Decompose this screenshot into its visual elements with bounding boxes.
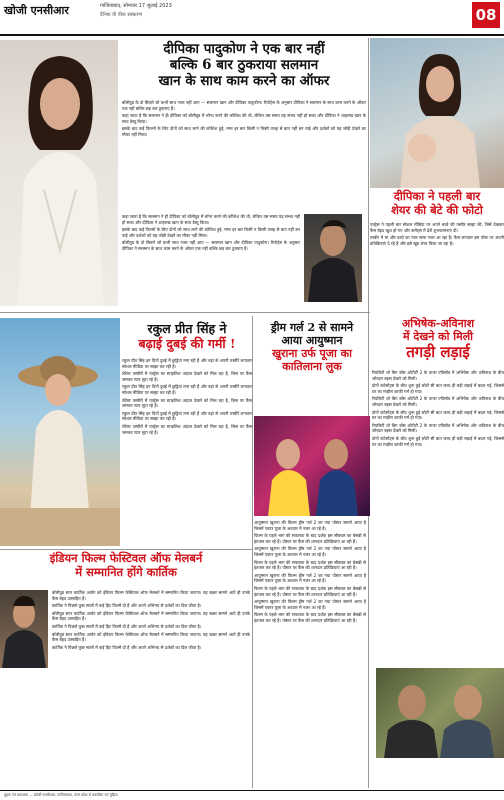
deepika-salman-headline: [122, 42, 366, 90]
headline-line: में सम्मानित होंगे कार्तिक: [75, 564, 177, 579]
paragraph: रकुल प्रीत सिंह इन दिनों दुबई में छुट्टियां मना रही हैं और वहां से अपनी तस्वीरें लगातार सोशल मीडिया पर साझा कर रही हैं।: [122, 358, 252, 369]
two-men-figure-icon: [376, 668, 504, 758]
paragraph: फिल्म के पहले भाग की सफलता के बाद दर्शक इस सीक्वल का बेसब्री से इंतजार कर रहे हैं। पोस्टर पर फैंस की शानदार प्रतिक्रियाएं आ रही हैं।: [254, 585, 366, 597]
paragraph: रियलिटी शो बिग बॉस ओटीटी 2 के ताजा एपिसोड में अभिषेक और अविनाश के बीच जोरदार बहस देखने को मिली।: [372, 370, 504, 381]
column-divider: [368, 38, 369, 788]
paragraph: आयुष्मान खुराना की फिल्म ड्रीम गर्ल 2 का नया पोस्टर सामने आया है जिसमें एक्टर पूजा के अवतार में नजर आ रहे हैं।: [254, 599, 366, 610]
dreamgirl-poster: [254, 416, 370, 516]
paragraph: आयुष्मान खुराना की फिल्म ड्रीम गर्ल 2 का नया पोस्टर सामने आया है जिसमें एक्टर पूजा के अवतार में नजर आ रहे हैं।: [254, 572, 366, 584]
deepika-baby-photo: [370, 38, 504, 188]
paragraph: दोनों कंटेस्टेंट्स के बीच शुरू हुई छोटी सी बात जल्द ही बड़ी लड़ाई में बदल गई, जिससे घर का माहौल काफी गर्म हो गया।: [372, 409, 504, 421]
abhishek-headline: [372, 318, 504, 362]
paragraph: कार्तिक ने पिछले कुछ सालों में कई हिट फिल्में दी हैं और अपने अभिनय से दर्शकों का दिल जीता है।: [52, 603, 202, 609]
paragraph: लेटेस्ट तस्वीरों में एक्ट्रेस का स्टाइलिश अंदाज देखने को मिल रहा है, जिस पर फैंस जमकर प्यार लुटा रहे हैं।: [122, 371, 252, 382]
paragraph: बॉलीवुड के दो सितारे जो कभी साथ नजर नहीं आए — सलमान खान और दीपिका पादुकोण। रिपोर्ट्स के अनुसार दीपिका ने सलमान के साथ काम करने के ऑफर एक नहीं बल्कि छह बार ठुकराए हैं।: [122, 100, 366, 111]
headline-line: में देखने को मिली: [402, 329, 474, 343]
poster-figures-icon: [254, 416, 370, 516]
paragraph: रियलिटी शो बिग बॉस ओटीटी 2 के ताजा एपिसोड में अभिषेक और अविनाश के बीच जोरदार बहस देखने को मिली।: [372, 396, 504, 407]
kartik-figure-icon: [0, 590, 48, 668]
headline-line: खान के साथ काम करने का ऑफर: [158, 72, 330, 89]
headline-line: आया आयुष्मान: [281, 333, 343, 347]
paragraph: रकुल प्रीत सिंह इन दिनों दुबई में छुट्टियां मना रही हैं और वहां से अपनी तस्वीरें लगातार सोशल मीडिया पर साझा कर रही हैं।: [122, 410, 252, 422]
headline-line: दीपिका पादुकोण ने एक बार नहीं: [163, 41, 325, 57]
paragraph: दोनों कंटेस्टेंट्स के बीच शुरू हुई छोटी सी बात जल्द ही बड़ी लड़ाई में बदल गई, जिससे घर का माहौल काफी गर्म हो गया।: [372, 435, 504, 447]
section-label: खोजी एनसीआर: [4, 4, 69, 17]
paragraph: कहा जाता है कि सलमान ने ही दीपिका को बॉलीवुड में लॉन्च करने की कोशिश की थी, लेकिन उस समय यह संभव नहीं हो सका और दीपिका ने शाहरुख खान के साथ डेब्यू किया।: [122, 113, 366, 124]
paragraph: आयुष्मान खुराना की फिल्म ड्रीम गर्ल 2 का नया पोस्टर सामने आया है जिसमें एक्टर पूजा के अवतार में नजर आ रहे हैं।: [254, 520, 366, 531]
headline-line: बढ़ाई दुबई की गर्मी !: [138, 335, 236, 351]
headline-line: बल्कि 6 बार ठुकराया सलमान: [169, 56, 319, 73]
rakul-headline: [122, 322, 252, 352]
paragraph: कार्तिक ने पिछले कुछ सालों में कई हिट फिल्में दी हैं और अपने अभिनय से दर्शकों का दिल जीता है।: [52, 623, 202, 629]
footer-imprint: मुद्रक एवं प्रकाशक — खोजी एनसीआर, गाजियाबाद, उत्तर प्रदेश से प्रकाशित एवं मुद्रित।: [0, 790, 504, 800]
paragraph: इसके बाद कई फिल्मों के लिए दोनों को साथ लाने की कोशिश हुई, मगर हर बार किसी न किसी वजह से बात नहीं बन पाई और दर्शकों को यह जोड़ी देखने का मौका नहीं मिला।: [122, 227, 300, 238]
salman-figure-icon: [304, 214, 362, 302]
paragraph: कार्तिक ने पिछले कुछ सालों में कई हिट फिल्में दी हैं और अपने अभिनय से दर्शकों का दिल जीता है।: [52, 644, 202, 650]
paragraph: लेटेस्ट तस्वीरों में एक्ट्रेस का स्टाइलिश अंदाज देखने को मिल रहा है, जिस पर फैंस जमकर प्यार लुटा रहे हैं।: [122, 423, 252, 435]
rakul-photo: [0, 318, 120, 546]
abhishek-body: [372, 370, 504, 664]
paragraph: फिल्म के पहले भाग की सफलता के बाद दर्शक इस सीक्वल का बेसब्री से इंतजार कर रहे हैं। पोस्टर पर फैंस की शानदार प्रतिक्रियाएं आ रही हैं।: [254, 559, 366, 571]
divider: [0, 549, 252, 550]
masthead: [0, 0, 504, 36]
dateline: गाजियाबाद, सोमवार 17 जुलाई 2023: [100, 3, 172, 9]
headline-line: ड्रीम गर्ल 2 से सामने: [270, 321, 354, 334]
paragraph: बॉलीवुड स्टार कार्तिक आर्यन को इंडियन फिल्म फेस्टिवल ऑफ मेलबर्न में सम्मानित किया जाएगा। यह खबर सामने आते ही उनके फैंस बेहद उत्साहित हैं।: [52, 631, 250, 643]
abhishek-avinash-photo: [376, 668, 504, 758]
headline-line: अभिषेक-अविनाश: [401, 317, 475, 330]
paragraph: रकुल प्रीत सिंह इन दिनों दुबई में छुट्टियां मना रही हैं और वहां से अपनी तस्वीरें लगातार सोशल मीडिया पर साझा कर रही हैं।: [122, 384, 252, 395]
paragraph: फिल्म के पहले भाग की सफलता के बाद दर्शक इस सीक्वल का बेसब्री से इंतजार कर रहे हैं। पोस्टर पर फैंस की शानदार प्रतिक्रियाएं आ रही हैं।: [254, 612, 366, 623]
headline-line: तगड़ी लड़ाई: [406, 342, 470, 361]
rakul-body: [122, 358, 252, 548]
kartik-body: [52, 590, 250, 786]
paragraph: दोनों कंटेस्टेंट्स के बीच शुरू हुई छोटी सी बात जल्द ही बड़ी लड़ाई में बदल गई, जिससे घर का माहौल काफी गर्म हो गया।: [372, 383, 504, 394]
dreamgirl-headline: [254, 322, 370, 374]
paragraph: तस्वीर में मां और बच्चे का प्यार साफ नजर आ रहा है। फैंस लगातार इस पोस्ट पर अपनी प्रतिक्रियाएं दे रहे हैं और इसे खूब शेयर किया जा रहा है।: [370, 235, 504, 246]
dreamgirl-body: [254, 520, 366, 786]
deepika-salman-body: [122, 100, 366, 212]
headline-line: खुराना उर्फ पूजा का: [272, 346, 352, 360]
paragraph: बॉलीवुड स्टार कार्तिक आर्यन को इंडियन फिल्म फेस्टिवल ऑफ मेलबर्न में सम्मानित किया जाएगा। यह खबर सामने आते ही उनके फैंस बेहद उत्साहित हैं।: [52, 590, 250, 601]
mother-child-figure-icon: [370, 38, 504, 188]
divider: [0, 312, 370, 313]
deepika-baby-headline: [370, 190, 504, 217]
salman-photo: [304, 214, 362, 302]
edition-label: दैनिक वी वीक संस्करण: [100, 12, 143, 18]
paragraph: एक्ट्रेस ने पहली बार सोशल मीडिया पर अपने बच्चे की तस्वीर साझा की, जिसे देखकर फैंस बेहद खुश हो गए और कमेंट्स में ढेरों शुभकामनाएं दीं।: [370, 222, 504, 233]
deepika-figure-icon: [0, 40, 118, 306]
rakul-figure-icon: [0, 318, 120, 546]
headline-line: दीपिका ने पहली बार: [393, 189, 481, 203]
page-number: 08: [472, 2, 500, 28]
paragraph: बॉलीवुड के दो सितारे जो कभी साथ नजर नहीं आए — सलमान खान और दीपिका पादुकोण। रिपोर्ट्स के अनुसार दीपिका ने सलमान के साथ काम करने के ऑफर एक नहीं बल्कि छह बार ठुकराए हैं।: [122, 240, 300, 251]
headline-line: शेयर की बेटे की फोटो: [391, 202, 483, 217]
paragraph: बॉलीवुड स्टार कार्तिक आर्यन को इंडियन फिल्म फेस्टिवल ऑफ मेलबर्न में सम्मानित किया जाएगा। यह खबर सामने आते ही उनके फैंस बेहद उत्साहित हैं।: [52, 610, 250, 622]
paragraph: इसके बाद कई फिल्मों के लिए दोनों को साथ लाने की कोशिश हुई, मगर हर बार किसी न किसी वजह से बात नहीं बन पाई और दर्शकों को यह जोड़ी देखने का मौका नहीं मिला।: [122, 126, 366, 137]
kartik-headline: [2, 552, 250, 579]
paragraph: कहा जाता है कि सलमान ने ही दीपिका को बॉलीवुड में लॉन्च करने की कोशिश की थी, लेकिन उस समय यह संभव नहीं हो सका और दीपिका ने शाहरुख खान के साथ डेब्यू किया।: [122, 214, 300, 225]
paragraph: फिल्म के पहले भाग की सफलता के बाद दर्शक इस सीक्वल का बेसब्री से इंतजार कर रहे हैं। पोस्टर पर फैंस की शानदार प्रतिक्रियाएं आ रही हैं।: [254, 533, 366, 544]
column-divider: [252, 316, 253, 788]
headline-line: इंडियन फिल्म फेस्टिवल ऑफ मेलबर्न: [49, 551, 203, 565]
deepika-baby-body: [370, 222, 504, 312]
headline-line: कातिलाना लुक: [282, 359, 342, 373]
paragraph: आयुष्मान खुराना की फिल्म ड्रीम गर्ल 2 का नया पोस्टर सामने आया है जिसमें एक्टर पूजा के अवतार में नजर आ रहे हैं।: [254, 546, 366, 557]
headline-line: रकुल प्रीत सिंह ने: [147, 321, 227, 336]
deepika-photo: [0, 40, 118, 306]
deepika-salman-body-continued: [122, 214, 300, 306]
paragraph: रियलिटी शो बिग बॉस ओटीटी 2 के ताजा एपिसोड में अभिषेक और अविनाश के बीच जोरदार बहस देखने को मिली।: [372, 422, 504, 434]
paragraph: लेटेस्ट तस्वीरों में एक्ट्रेस का स्टाइलिश अंदाज देखने को मिल रहा है, जिस पर फैंस जमकर प्यार लुटा रहे हैं।: [122, 397, 252, 409]
kartik-photo: [0, 590, 48, 668]
